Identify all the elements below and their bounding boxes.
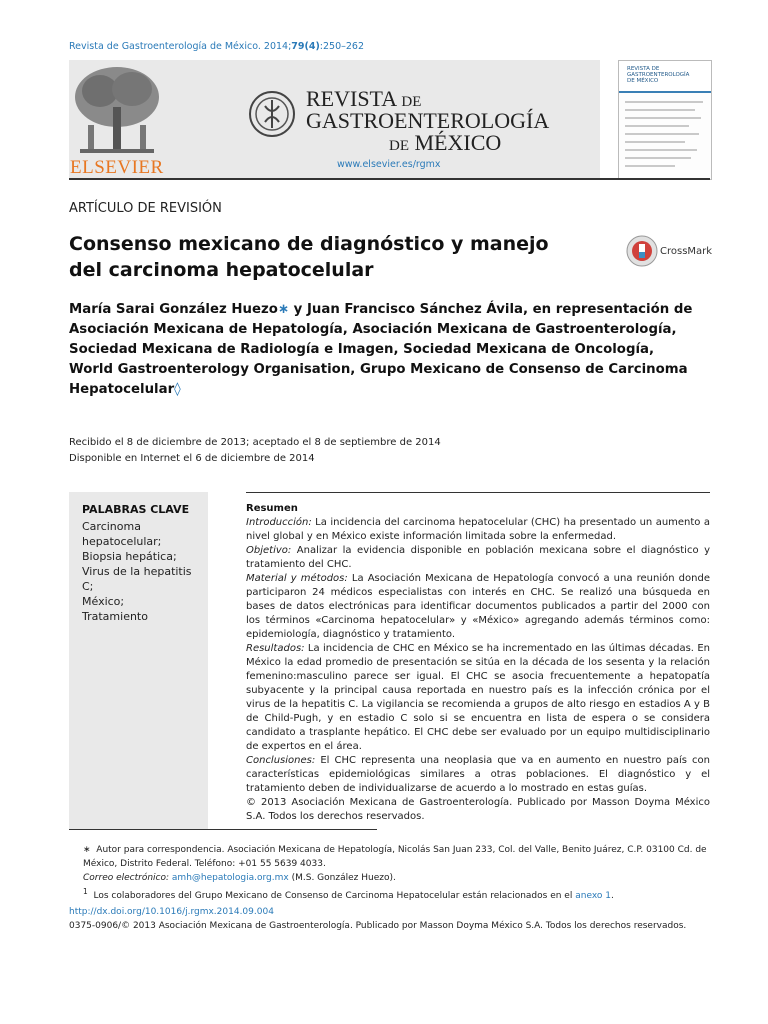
doi-link[interactable]: http://dx.doi.org/10.1016/j.rgmx.2014.09.004: [69, 907, 274, 917]
keywords-list: [82, 519, 204, 624]
journal-title-line1: REVISTA DE: [306, 86, 422, 111]
abstract-results: Resultados: La incidencia de CHC en México se ha incrementado en las últimas décadas. En México la edad promedio de presentación se sitúa en la década de los sesenta y la relación femenino:masculino parece ser igual. El CHC se asocia frecuentemente a hepatopatía subyacente y la principal causa reportada en nuestro país es la infección crónica por el virus de la hepatitis C. La vigilancia se recomienda a grupos de alto riesgo en estadios A y B de Child-Pugh, y en estadio C solo si se encuentra en lista de espera o se considera candidato a trasplante hepático. El CHC debe ser evaluado por un equipo multidisciplinario de expertos en el área.: [246, 643, 710, 752]
collaborators-note: $^1$ Los colaboradores del Grupo Mexicano de Consenso de Carcinoma Hepatocelular están relacionados en el anexo 1.: [83, 887, 614, 901]
keyword-item: México;: [82, 595, 125, 608]
annex-link[interactable]: anexo 1: [575, 891, 611, 901]
copyright-line: 0375-0906/© 2013 Asociación Mexicana de Gastroenterología. Publicado por Masson Doyma México S.A. Todos los derechos reservados.: [69, 921, 687, 931]
received-date: Recibido el 8 de diciembre de 2013; aceptado el 8 de septiembre de 2014: [69, 437, 441, 448]
abstract-body: [246, 516, 710, 824]
corresponding-author-mark[interactable]: ∗: [277, 302, 290, 317]
abstract-methods: Material y métodos: La Asociación Mexicana de Hepatología convocó a una reunión donde participaron 24 médicos especialistas con interés en CHC. Se realizó una búsqueda en bases de datos electrónicas para identificar documentos publicados a partir del 2000 con los términos «Carcinoma hepatocelular» y «México» agregando además términos como: epidemiología, diagnóstico y tratamiento.: [246, 573, 710, 640]
email-link[interactable]: amh@hepatologia.org.mx: [171, 873, 289, 883]
keywords-heading: PALABRAS CLAVE: [82, 503, 190, 516]
elsevier-tree-logo: [70, 63, 164, 157]
footnotes: [69, 843, 710, 903]
journal-title-line3: DE MÉXICO: [389, 130, 502, 155]
journal-cover-thumbnail: [618, 60, 712, 180]
citation-volume: 79(4): [291, 41, 320, 52]
keyword-item: Biopsia hepática;: [82, 550, 177, 563]
journal-citation[interactable]: [69, 41, 364, 52]
article-title: Consenso mexicano de diagnóstico y manejo del carcinoma hepatocelular: [69, 233, 549, 281]
publisher-name: ELSEVIER: [70, 157, 164, 178]
collaborators-note-mark[interactable]: ◊: [174, 382, 181, 397]
footnote-divider: [69, 829, 377, 830]
article-dates: [69, 435, 441, 467]
journal-url-link[interactable]: www.elsevier.es/rgmx: [337, 159, 441, 170]
crossmark-label[interactable]: CrossMark: [660, 246, 713, 257]
header-divider: [69, 178, 710, 180]
abstract-copyright: © 2013 Asociación Mexicana de Gastroenterología. Publicado por Masson Doyma México S.A. Todos los derechos reservados.: [246, 797, 710, 822]
corresponding-author-note: ∗ Autor para correspondencia. Asociación Mexicana de Hepatología, Nicolás San Juan 233, Col. del Valle, Benito Juárez, C.P. 03100 Cd. de México, Distrito Federal. Teléfono: +01 55 5639 4033.: [83, 845, 707, 869]
author-list: María Sarai González Huezo∗ y Juan Francisco Sánchez Ávila, en representación de Asociación Mexicana de Hepatología, Asociación Mexicana de Gastroenterología, Sociedad Mexicana de Radiología e Imagen, Sociedad Mexicana de Oncología, World Gastroenterology Organisation, Grupo Mexicano de Consenso de Carcinoma Hepatocelular◊: [69, 302, 693, 397]
email-note: Correo electrónico: amh@hepatologia.org.mx (M.S. González Huezo).: [83, 873, 396, 883]
keyword-item: Carcinoma hepatocelular;: [82, 520, 162, 548]
abstract-conclusions: Conclusiones: El CHC representa una neoplasia que va en aumento en nuestro país con características epidemiológicas similares a otras poblaciones. El diagnóstico y el tratamiento deben de individualizarse de acuerdo a lo mostrado en estas guías.: [246, 755, 710, 794]
journal-title-line2: GASTROENTEROLOGÍA: [306, 108, 550, 133]
crossmark-icon[interactable]: [626, 235, 658, 267]
article-type: ARTÍCULO DE REVISIÓN: [69, 201, 222, 216]
abstract-introduction: Introducción: La incidencia del carcinoma hepatocelular (CHC) ha presentado un aumento a nivel global y en México existe información limitada sobre la enfermedad.: [246, 517, 710, 542]
keyword-item: Virus de la hepatitis C;: [82, 565, 192, 593]
abstract-objective: Objetivo: Analizar la evidencia disponible en población mexicana sobre el diagnóstico y tratamiento del CHC.: [246, 545, 710, 570]
online-date: Disponible en Internet el 6 de diciembre de 2014: [69, 453, 315, 464]
abstract-divider: [246, 492, 710, 493]
citation-pages: :250–262: [319, 41, 365, 52]
abstract-heading: Resumen: [246, 503, 298, 514]
cover-title: REVISTA DE GASTROENTEROLOGÍA DE MÉXICO: [627, 66, 690, 84]
keyword-item: Tratamiento: [82, 610, 148, 623]
citation-journal: Revista de Gastroenterología de México. 2014;: [69, 41, 292, 52]
journal-seal-icon: [247, 86, 297, 142]
